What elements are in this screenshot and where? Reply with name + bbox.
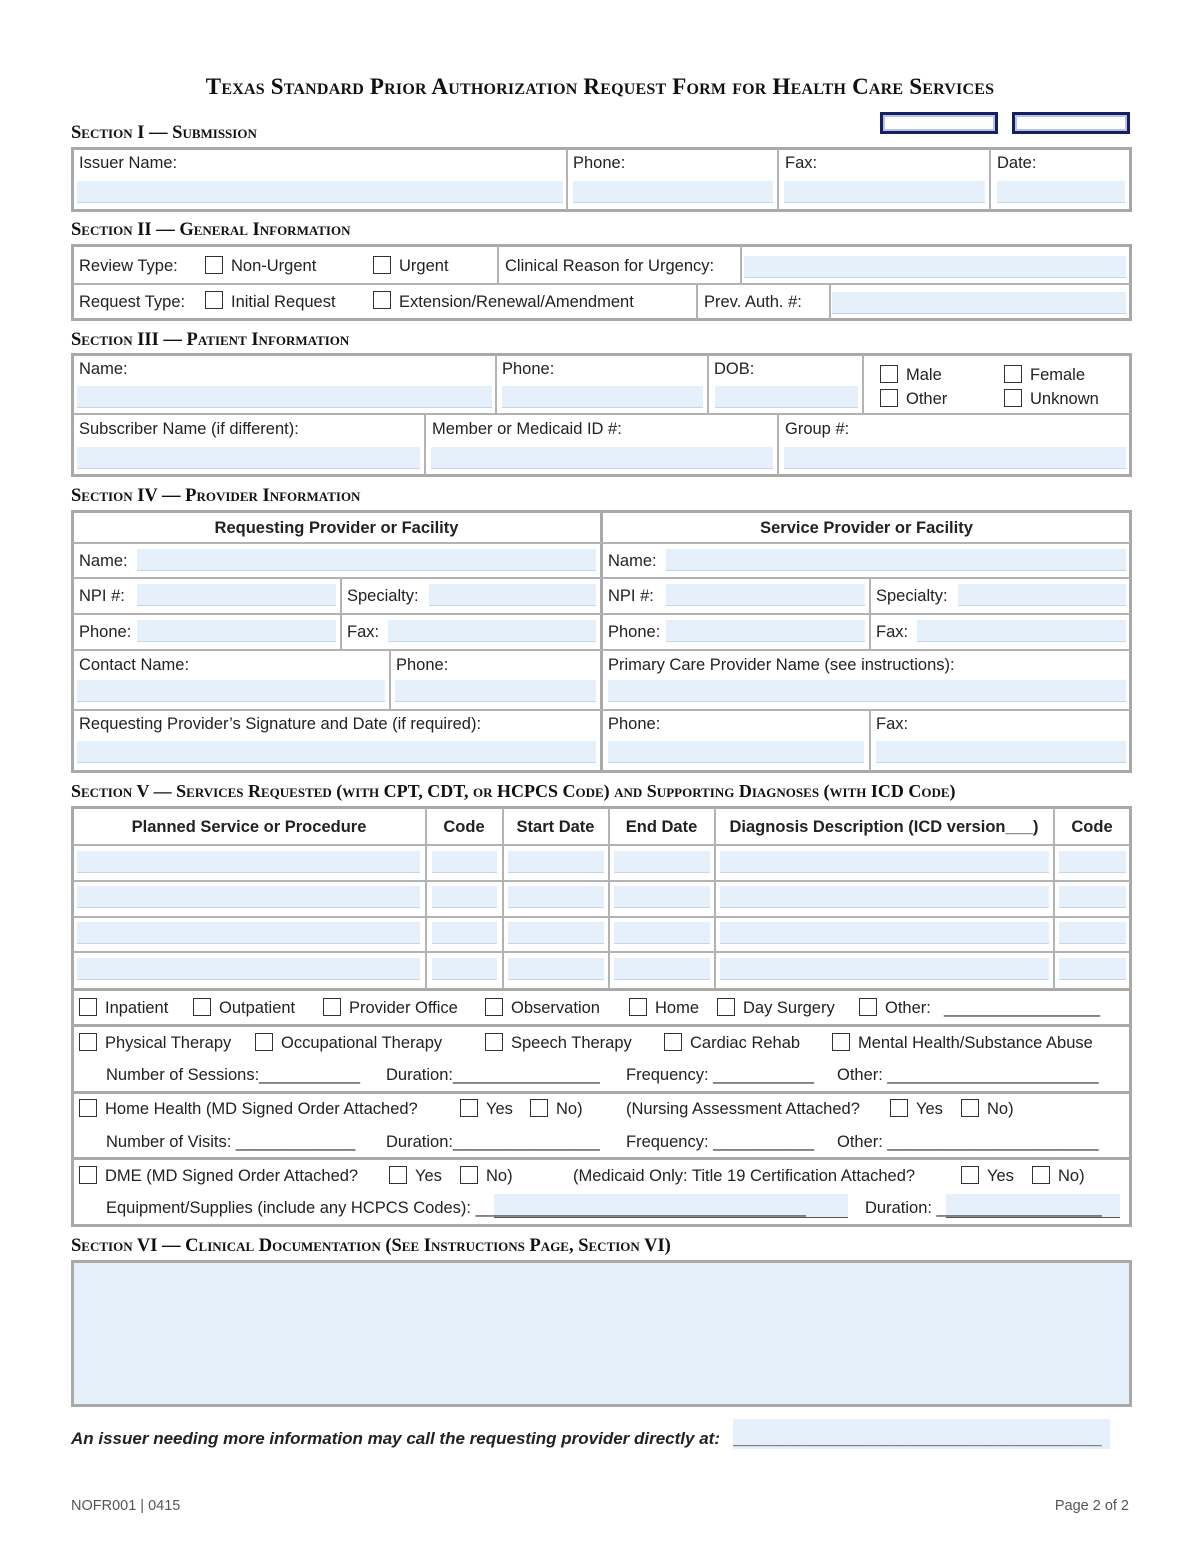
callback-line: _______________________________________ bbox=[733, 1429, 1102, 1448]
col-start-date: Start Date bbox=[516, 818, 595, 836]
service-row-1-end[interactable] bbox=[614, 851, 710, 873]
svc-specialty-label: Specialty: bbox=[876, 587, 948, 605]
form-button-left[interactable] bbox=[880, 112, 998, 134]
req-phone-label: Phone: bbox=[79, 623, 132, 641]
svc-fax-input[interactable] bbox=[917, 620, 1126, 642]
submission-date-label: Date: bbox=[997, 154, 1037, 172]
medicaid-certification-label: (Medicaid Only: Title 19 Certification Attached? bbox=[573, 1167, 916, 1185]
prev-auth-label: Prev. Auth. #: bbox=[704, 293, 802, 311]
signature-input[interactable] bbox=[77, 741, 596, 763]
svc-fax-label: Fax: bbox=[876, 623, 909, 641]
mental-health-checkbox[interactable] bbox=[832, 1033, 850, 1051]
dme-no-checkbox[interactable] bbox=[460, 1166, 478, 1184]
req-phone-input[interactable] bbox=[137, 620, 336, 642]
req-fax-input[interactable] bbox=[388, 620, 596, 642]
medicaid-no-checkbox[interactable] bbox=[1032, 1166, 1050, 1184]
col-code: Code bbox=[443, 818, 485, 836]
home-health-frequency-line[interactable]: Frequency: ___________ bbox=[626, 1133, 815, 1151]
member-id-label: Member or Medicaid ID #: bbox=[432, 420, 622, 438]
req-specialty-input[interactable] bbox=[429, 584, 596, 606]
home-health-yes-label: Yes bbox=[486, 1100, 513, 1118]
dme-no-label: No) bbox=[486, 1167, 513, 1185]
service-row-3-start[interactable] bbox=[508, 922, 604, 944]
req-npi-input[interactable] bbox=[137, 584, 336, 606]
visits-line[interactable]: Number of Visits: _____________ bbox=[106, 1133, 356, 1151]
submission-fax-label: Fax: bbox=[785, 154, 818, 172]
male-checkbox[interactable] bbox=[880, 365, 898, 383]
col-diagnosis: Diagnosis Description (ICD version___) bbox=[729, 818, 1039, 836]
home-health-other-line[interactable]: Other: _______________________ bbox=[837, 1133, 1099, 1151]
initial-request-checkbox[interactable] bbox=[205, 291, 223, 309]
extension-checkbox[interactable] bbox=[373, 291, 391, 309]
submission-fax-input[interactable] bbox=[784, 181, 985, 203]
other-setting-checkbox[interactable] bbox=[859, 998, 877, 1016]
unknown-gender-label: Unknown bbox=[1030, 390, 1099, 408]
issuer-name-label: Issuer Name: bbox=[79, 154, 178, 172]
service-row-3-procedure[interactable] bbox=[77, 922, 420, 944]
other-gender-label: Other bbox=[906, 390, 948, 408]
service-row-4-icd[interactable] bbox=[1059, 958, 1126, 980]
submission-date-input[interactable] bbox=[997, 181, 1125, 203]
service-row-1-start[interactable] bbox=[508, 851, 604, 873]
nursing-yes-checkbox[interactable] bbox=[890, 1099, 908, 1117]
female-label: Female bbox=[1030, 366, 1086, 384]
svc-npi-label: NPI #: bbox=[608, 587, 654, 605]
nursing-yes-label: Yes bbox=[916, 1100, 943, 1118]
req-name-label: Name: bbox=[79, 552, 128, 570]
service-provider-header: Service Provider or Facility bbox=[760, 519, 973, 537]
service-row-3-icd[interactable] bbox=[1059, 922, 1126, 944]
other-gender-checkbox[interactable] bbox=[880, 389, 898, 407]
service-row-2-diagnosis[interactable] bbox=[720, 886, 1049, 908]
nursing-assessment-label: (Nursing Assessment Attached? bbox=[626, 1100, 860, 1118]
physical-therapy-checkbox[interactable] bbox=[79, 1033, 97, 1051]
member-id-input[interactable] bbox=[431, 447, 773, 469]
female-checkbox[interactable] bbox=[1004, 365, 1022, 383]
occupational-therapy-label: Occupational Therapy bbox=[281, 1034, 443, 1052]
clinical-documentation-input[interactable] bbox=[71, 1260, 1132, 1407]
service-row-2-start[interactable] bbox=[508, 886, 604, 908]
contact-name-input[interactable] bbox=[77, 680, 385, 702]
provider-office-checkbox[interactable] bbox=[323, 998, 341, 1016]
service-row-2-code[interactable] bbox=[432, 886, 497, 908]
clinical-reason-input[interactable] bbox=[744, 256, 1126, 278]
pcp-fax-label: Fax: bbox=[876, 715, 909, 733]
physical-therapy-label: Physical Therapy bbox=[105, 1034, 232, 1052]
request-type-label: Request Type: bbox=[79, 293, 186, 311]
non-urgent-label: Non-Urgent bbox=[231, 257, 317, 275]
svc-name-input[interactable] bbox=[666, 549, 1126, 571]
pcp-name-label: Primary Care Provider Name (see instructions): bbox=[608, 656, 955, 674]
signature-label: Requesting Provider’s Signature and Date (if required): bbox=[79, 715, 482, 733]
req-fax-label: Fax: bbox=[347, 623, 380, 641]
svc-phone-label: Phone: bbox=[608, 623, 661, 641]
outpatient-label: Outpatient bbox=[219, 999, 296, 1017]
service-row-1-code[interactable] bbox=[432, 851, 497, 873]
therapy-duration-line[interactable]: Duration:________________ bbox=[386, 1066, 600, 1084]
non-urgent-checkbox[interactable] bbox=[205, 256, 223, 274]
subscriber-input[interactable] bbox=[77, 447, 420, 469]
urgent-checkbox[interactable] bbox=[373, 256, 391, 274]
service-row-1-icd[interactable] bbox=[1059, 851, 1126, 873]
other-setting-label: Other: bbox=[885, 999, 931, 1017]
contact-phone-label: Phone: bbox=[396, 656, 449, 674]
section-4-heading: Section IV — Provider Information bbox=[71, 486, 361, 506]
service-row-4-code[interactable] bbox=[432, 958, 497, 980]
extension-label: Extension/Renewal/Amendment bbox=[399, 293, 634, 311]
cardiac-rehab-checkbox[interactable] bbox=[664, 1033, 682, 1051]
patient-phone-input[interactable] bbox=[502, 386, 703, 408]
equipment-label: Equipment/Supplies (include any HCPCS Codes): ____________________________________ bbox=[106, 1199, 806, 1217]
pcp-name-input[interactable] bbox=[608, 680, 1126, 702]
nursing-no-label: No) bbox=[987, 1100, 1014, 1118]
service-row-2-icd[interactable] bbox=[1059, 886, 1126, 908]
home-checkbox[interactable] bbox=[629, 998, 647, 1016]
section-6-heading: Section VI — Clinical Documentation (See Instructions Page, Section VI) bbox=[71, 1236, 671, 1256]
service-row-4-procedure[interactable] bbox=[77, 958, 420, 980]
home-health-no-checkbox[interactable] bbox=[530, 1099, 548, 1117]
pcp-phone-input[interactable] bbox=[608, 741, 864, 763]
therapy-other-line[interactable]: Other: _______________________ bbox=[837, 1066, 1099, 1084]
service-row-4-end[interactable] bbox=[614, 958, 710, 980]
home-health-yes-checkbox[interactable] bbox=[460, 1099, 478, 1117]
col-end-date: End Date bbox=[625, 818, 698, 836]
home-label: Home bbox=[655, 999, 700, 1017]
group-input[interactable] bbox=[784, 447, 1126, 469]
col-planned-service: Planned Service or Procedure bbox=[131, 818, 367, 836]
clinical-reason-label: Clinical Reason for Urgency: bbox=[505, 257, 715, 275]
group-label: Group #: bbox=[785, 420, 850, 438]
other-setting-line[interactable]: _________________ bbox=[944, 999, 1101, 1017]
prev-auth-input[interactable] bbox=[832, 292, 1126, 314]
form-id: NOFR001 | 0415 bbox=[71, 1498, 181, 1514]
initial-request-label: Initial Request bbox=[231, 293, 336, 311]
submission-phone-input[interactable] bbox=[573, 181, 773, 203]
svc-specialty-input[interactable] bbox=[958, 584, 1126, 606]
provider-office-label: Provider Office bbox=[349, 999, 458, 1017]
inpatient-checkbox[interactable] bbox=[79, 998, 97, 1016]
home-health-no-label: No) bbox=[556, 1100, 583, 1118]
urgent-label: Urgent bbox=[399, 257, 449, 275]
mental-health-label: Mental Health/Substance Abuse bbox=[858, 1034, 1093, 1052]
req-npi-label: NPI #: bbox=[79, 587, 125, 605]
nursing-no-checkbox[interactable] bbox=[961, 1099, 979, 1117]
service-row-2-procedure[interactable] bbox=[77, 886, 420, 908]
service-row-3-diagnosis[interactable] bbox=[720, 922, 1049, 944]
home-health-duration-line[interactable]: Duration:________________ bbox=[386, 1133, 600, 1151]
svc-npi-input[interactable] bbox=[666, 584, 865, 606]
therapy-frequency-line[interactable]: Frequency: ___________ bbox=[626, 1066, 815, 1084]
section-1-heading: Section I — Submission bbox=[71, 123, 257, 143]
cardiac-rehab-label: Cardiac Rehab bbox=[690, 1034, 801, 1052]
service-row-2-end[interactable] bbox=[614, 886, 710, 908]
form-button-right[interactable] bbox=[1012, 112, 1130, 134]
home-health-label: Home Health (MD Signed Order Attached? bbox=[105, 1100, 418, 1118]
section-5-heading: Section V — Services Requested (with CPT, CDT, or HCPCS Code) and Supporting Diagnoses (with ICD Code) bbox=[71, 781, 956, 801]
inpatient-label: Inpatient bbox=[105, 999, 169, 1017]
pcp-fax-input[interactable] bbox=[876, 741, 1126, 763]
col-icd-code: Code bbox=[1071, 818, 1113, 836]
dme-yes-label: Yes bbox=[415, 1167, 442, 1185]
contact-name-label: Contact Name: bbox=[79, 656, 190, 674]
page-number: Page 2 of 2 bbox=[1054, 1498, 1129, 1514]
pcp-phone-label: Phone: bbox=[608, 715, 661, 733]
patient-phone-label: Phone: bbox=[502, 360, 555, 378]
equipment-duration-label: Duration: __________________ bbox=[865, 1199, 1102, 1217]
speech-therapy-label: Speech Therapy bbox=[511, 1034, 632, 1052]
sessions-line[interactable]: Number of Sessions:___________ bbox=[106, 1066, 361, 1084]
medicaid-yes-checkbox[interactable] bbox=[961, 1166, 979, 1184]
dob-label: DOB: bbox=[714, 360, 755, 378]
req-specialty-label: Specialty: bbox=[347, 587, 419, 605]
dme-label: DME (MD Signed Order Attached? bbox=[105, 1167, 359, 1185]
medicaid-no-label: No) bbox=[1058, 1167, 1085, 1185]
occupational-therapy-checkbox[interactable] bbox=[255, 1033, 273, 1051]
dob-input[interactable] bbox=[715, 386, 858, 408]
issuer-name-input[interactable] bbox=[77, 181, 563, 203]
svc-name-label: Name: bbox=[608, 552, 657, 570]
medicaid-yes-label: Yes bbox=[987, 1167, 1014, 1185]
service-row-4-start[interactable] bbox=[508, 958, 604, 980]
service-row-1-diagnosis[interactable] bbox=[720, 851, 1049, 873]
day-surgery-label: Day Surgery bbox=[743, 999, 835, 1017]
service-row-4-diagnosis[interactable] bbox=[720, 958, 1049, 980]
male-label: Male bbox=[906, 366, 942, 384]
observation-checkbox[interactable] bbox=[485, 998, 503, 1016]
dme-yes-checkbox[interactable] bbox=[389, 1166, 407, 1184]
service-row-3-end[interactable] bbox=[614, 922, 710, 944]
callback-text: An issuer needing more information may call the requesting provider directly at: bbox=[71, 1429, 720, 1448]
outpatient-checkbox[interactable] bbox=[193, 998, 211, 1016]
req-name-input[interactable] bbox=[137, 549, 596, 571]
service-row-1-procedure[interactable] bbox=[77, 851, 420, 873]
svc-phone-input[interactable] bbox=[666, 620, 865, 642]
subscriber-label: Subscriber Name (if different): bbox=[79, 420, 299, 438]
dme-checkbox[interactable] bbox=[79, 1166, 97, 1184]
review-type-label: Review Type: bbox=[79, 257, 178, 275]
service-row-3-code[interactable] bbox=[432, 922, 497, 944]
section-3-heading: Section III — Patient Information bbox=[71, 330, 350, 350]
day-surgery-checkbox[interactable] bbox=[717, 998, 735, 1016]
form-title: Texas Standard Prior Authorization Request Form for Health Care Services bbox=[205, 74, 995, 99]
contact-phone-input[interactable] bbox=[395, 680, 596, 702]
patient-name-input[interactable] bbox=[77, 386, 492, 408]
submission-phone-label: Phone: bbox=[573, 154, 626, 172]
observation-label: Observation bbox=[511, 999, 600, 1017]
requesting-provider-header: Requesting Provider or Facility bbox=[214, 519, 459, 537]
speech-therapy-checkbox[interactable] bbox=[485, 1033, 503, 1051]
section-2-heading: Section II — General Information bbox=[71, 220, 351, 240]
home-health-checkbox[interactable] bbox=[79, 1099, 97, 1117]
unknown-gender-checkbox[interactable] bbox=[1004, 389, 1022, 407]
patient-name-label: Name: bbox=[79, 360, 128, 378]
